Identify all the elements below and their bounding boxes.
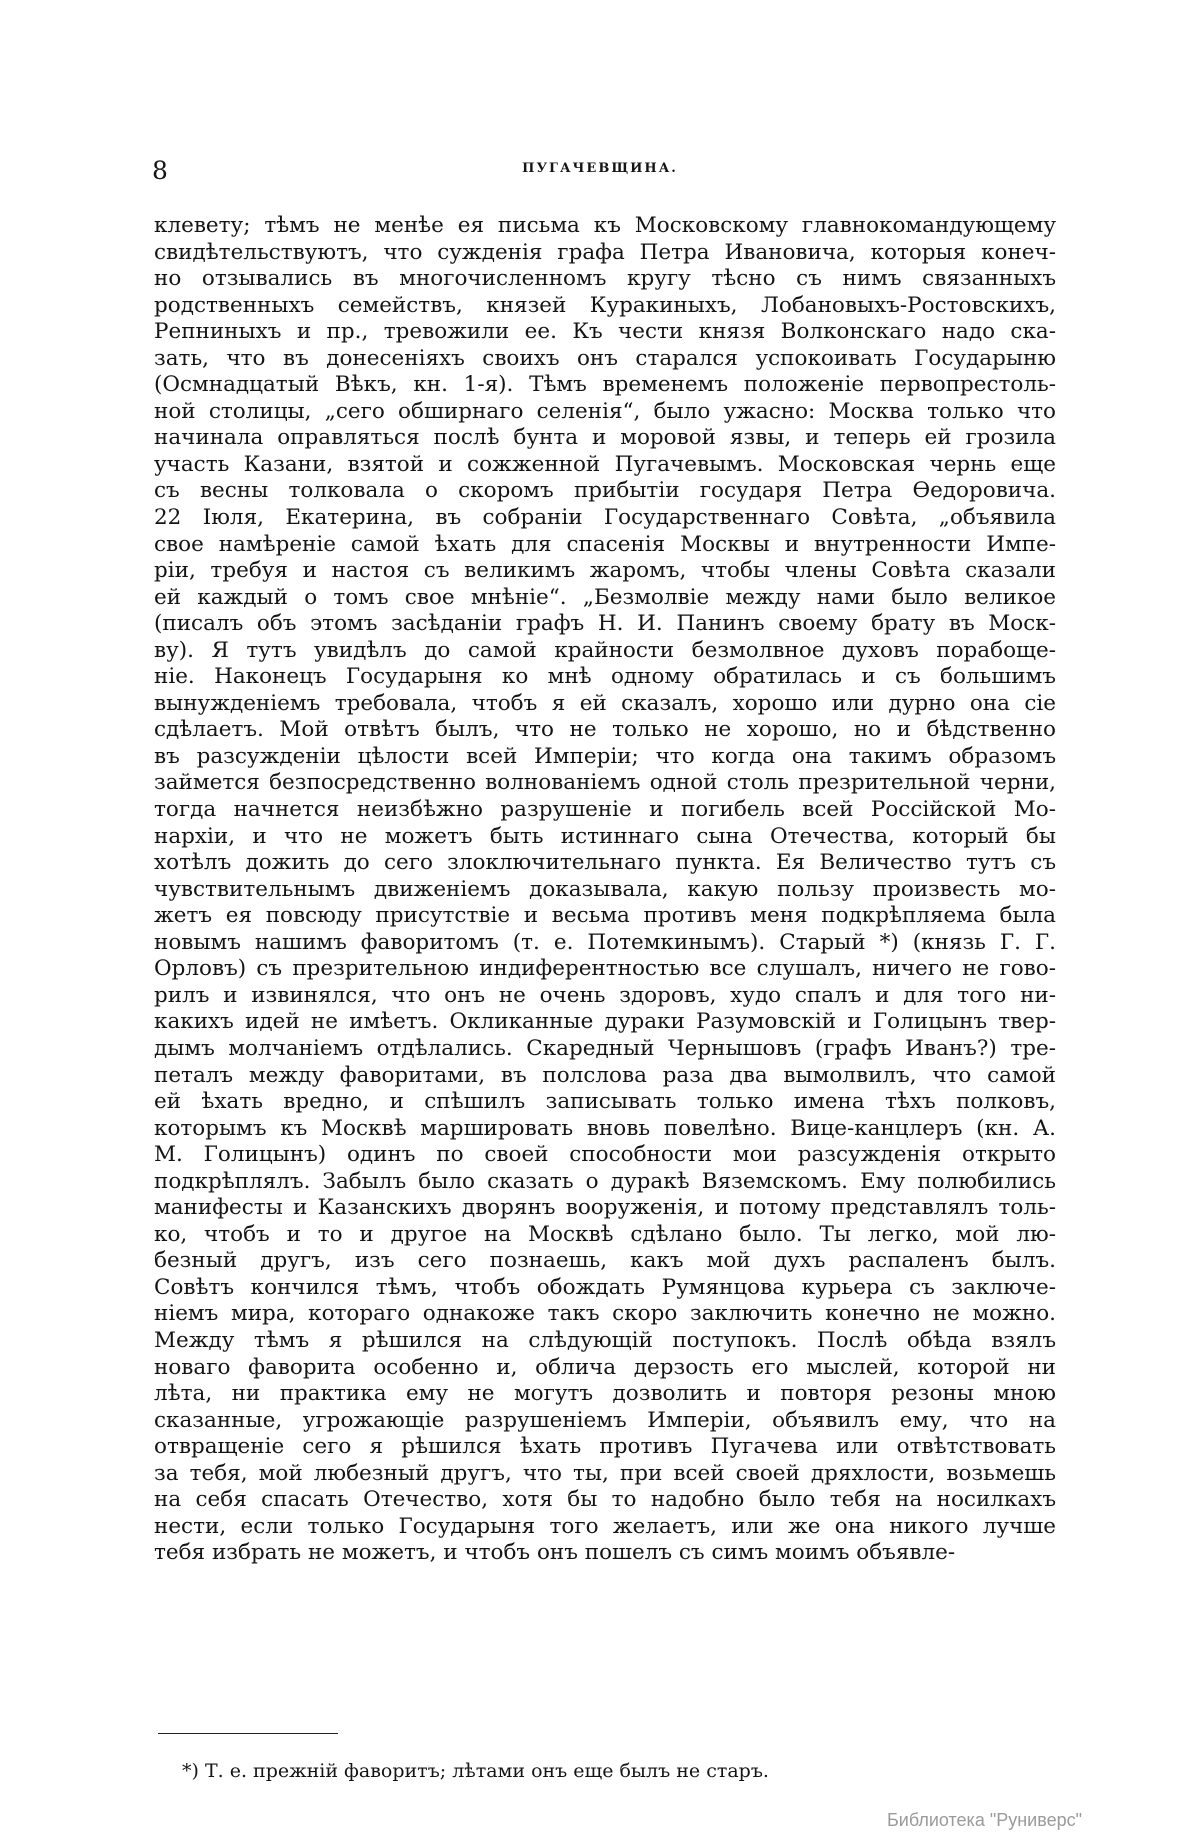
text-line: на себя спасать Отечество, хотя бы то надобно было тебя на носилкахъ (154, 1487, 1056, 1513)
text-line: сказанные, угрожающіе разрушеніемъ Имперіи, объявилъ ему, что на (154, 1407, 1056, 1433)
text-line: подкрѣплялъ. Забылъ было сказать о дуракѣ Вяземскомъ. Ему полюбились (154, 1168, 1056, 1194)
text-line: клевету; тѣмъ не менѣе ея письма къ Московскому главнокомандующему (154, 213, 1056, 238)
text-line: (писалъ объ этомъ засѣданіи графъ Н. И. Панинъ своему брату въ Моск- (154, 611, 1056, 637)
text-line: за тебя, мой любезный другъ, что ты, при всей своей дряхлости, возьмешь (154, 1460, 1056, 1486)
body-text (154, 213, 1056, 1567)
text-line: ріи, требуя и настоя съ великимъ жаромъ, чтобы члены Совѣта сказали (154, 558, 1056, 584)
text-line: ей каждый о томъ свое мнѣніе“. „Безмолвіе между нами было великое (154, 584, 1056, 610)
text-line: зать, что въ донесеніяхъ своихъ онъ старался успокоивать Государыню (154, 345, 1056, 371)
text-line: Между тѣмъ я рѣшился на слѣдующій поступокъ. Послѣ обѣда взялъ (154, 1327, 1056, 1353)
text-line: вынужденіемъ требовала, чтобъ я ей сказалъ, хорошо или дурно она сіе (154, 690, 1056, 716)
text-line: но отзывались въ многочисленномъ кругу тѣсно съ нимъ связанныхъ (154, 266, 1056, 292)
text-line: свидѣтельствуютъ, что сужденія графа Петра Ивановича, которыя конеч- (154, 239, 1056, 265)
text-line: займется безпосредственно волнованіемъ одной столь презрительной черни, (154, 770, 1056, 796)
text-line: тогда начнется неизбѣжно разрушеніе и погибель всей Россійской Мо- (154, 797, 1056, 823)
footnote: *) Т. е. прежній фаворитъ; лѣтами онъ еще былъ не старъ. (182, 1760, 769, 1782)
text-line: (Осмнадцатый Вѣкъ, кн. 1-я). Тѣмъ временемъ положеніе первопрестоль- (154, 372, 1056, 398)
text-line: М. Голицынъ) одинъ по своей способности мои разсужденія открыто (154, 1142, 1056, 1168)
text-line: нести, если только Государыня того желаетъ, или же она никого лучше (154, 1513, 1056, 1539)
text-line: начинала оправляться послѣ бунта и моровой язвы, и теперь ей грозила (154, 425, 1056, 451)
text-line: безный другъ, изъ сего познаешь, какъ мой духъ распаленъ былъ. (154, 1248, 1056, 1274)
text-line: новымъ нашимъ фаворитомъ (т. е. Потемкинымъ). Старый *) (князь Г. Г. (154, 929, 1056, 955)
text-line: ву). Я тутъ увидѣлъ до самой крайности безмолвное духовъ порабоще- (154, 637, 1056, 663)
text-line: дымъ молчаніемъ отдѣлались. Скаредный Чернышовъ (графъ Иванъ?) тре- (154, 1035, 1056, 1061)
page-number: 8 (152, 156, 168, 185)
text-line: ей ѣхать вредно, и спѣшилъ записывать только имена тѣхъ полковъ, (154, 1089, 1056, 1115)
text-line: жетъ ея повсюду присутствіе и весьма противъ меня подкрѣпляема была (154, 903, 1056, 929)
footnote-rule (158, 1733, 338, 1734)
text-line: въ разсужденіи цѣлости всей Имперіи; что когда она такимъ образомъ (154, 743, 1056, 769)
text-line: свое намѣреніе самой ѣхать для спасенія Москвы и внутренности Импе- (154, 531, 1056, 557)
text-line: родственныхъ семействъ, князей Куракиныхъ, Лобановыхъ-Ростовскихъ, (154, 292, 1056, 318)
text-line: Орловъ) съ презрительною индиферентностью все слушалъ, ничего не гово- (154, 956, 1056, 982)
text-line: тебя избрать не можетъ, и чтобъ онъ пошелъ съ симъ моимъ объявле- (154, 1540, 956, 1566)
text-line: чувствительнымъ движеніемъ доказывала, какую пользу произвесть мо- (154, 876, 1056, 902)
text-line: Совѣтъ кончился тѣмъ, чтобъ обождать Румянцова курьера съ заключе- (154, 1274, 1056, 1300)
text-line: новаго фаворита особенно и, облича дерзость его мыслей, которой ни (154, 1354, 1056, 1380)
library-watermark: Библиотека "Руниверс" (886, 1810, 1082, 1830)
text-line: нархіи, и что не можетъ быть истиннаго сына Отечества, который бы (154, 823, 1056, 849)
text-line: ной столицы, „сего обширнаго селенія“, было ужасно: Москва только что (154, 398, 1056, 424)
running-title: ПУГАЧЕВЩИНА. (522, 161, 678, 176)
text-line: Репниныхъ и пр., тревожили ее. Къ чести князя Волконскаго надо ска- (154, 319, 1056, 345)
text-line: отвращеніе сего я рѣшился ѣхать противъ Пугачева или отвѣтствовать (154, 1434, 1056, 1460)
text-line: сдѣлаетъ. Мой отвѣтъ былъ, что не только не хорошо, но и бѣдственно (154, 717, 1056, 743)
text-line: съ весны толковала о скоромъ прибытіи государя Петра Ѳедоровича. (154, 478, 1056, 504)
text-line: хотѣлъ дожить до сего злоключительнаго пункта. Ея Величество тутъ съ (154, 850, 1056, 876)
text-line: участь Казани, взятой и сожженной Пугачевымъ. Московская чернь еще (154, 451, 1056, 477)
text-line: которымъ къ Москвѣ маршировать вновь повелѣно. Вице-канцлеръ (кн. А. (154, 1115, 1056, 1141)
text-line: ко, чтобъ и то и другое на Москвѣ сдѣлано было. Ты легко, мой лю- (154, 1221, 1056, 1247)
text-line: какихъ идей не имѣетъ. Окликанные дураки Разумовскій и Голицынъ твер- (154, 1009, 1056, 1035)
text-line: петалъ между фаворитами, въ полслова раза два вымолвилъ, что самой (154, 1062, 1056, 1088)
text-line: манифесты и Казанскихъ дворянъ вооруженія, и потому представлялъ толь- (154, 1195, 1056, 1221)
text-line: ніе. Наконецъ Государыня ко мнѣ одному обратилась и съ большимъ (154, 664, 1056, 690)
text-line: рилъ и извинялся, что онъ не очень здоровъ, худо спалъ и для того ни- (154, 982, 1056, 1008)
text-line: ніемъ мира, котораго однакоже такъ скоро заключить конечно не можно. (154, 1301, 1056, 1327)
text-line: лѣта, ни практика ему не могутъ дозволить и повторя резоны мною (154, 1381, 1056, 1407)
text-line: 22 Іюля, Екатерина, въ собраніи Государственнаго Совѣта, „объявила (154, 505, 1056, 531)
